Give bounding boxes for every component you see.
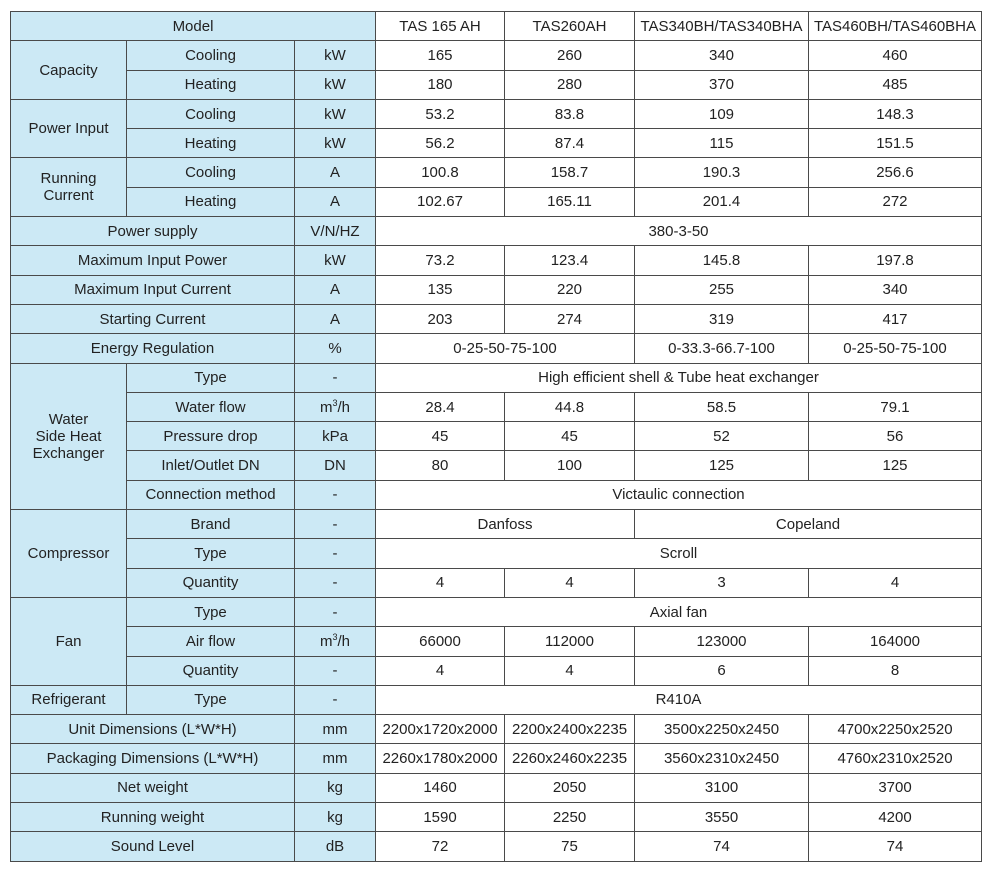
- unit-base: m: [319, 632, 333, 650]
- value-cell: 4: [505, 568, 635, 597]
- value-cell: 203: [376, 304, 505, 333]
- value-cell: 256.6: [809, 158, 982, 187]
- row-label: Quantity: [127, 568, 295, 597]
- model-name: TAS260AH: [505, 12, 635, 41]
- value-cell: 100.8: [376, 158, 505, 187]
- model-name: TAS 165 AH: [376, 12, 505, 41]
- value-cell: 4: [809, 568, 982, 597]
- row-unit: %: [295, 334, 376, 363]
- refrigerant-row: [11, 685, 982, 714]
- row-unit: kW: [295, 99, 376, 128]
- capacity-group-label: Capacity: [11, 41, 127, 100]
- value-cell: 3100: [635, 773, 809, 802]
- net-weight-row: [11, 773, 982, 802]
- value-cell: 100: [505, 451, 635, 480]
- row-label: Type: [127, 363, 295, 392]
- value-cell: 4: [376, 656, 505, 685]
- row-label: Running weight: [11, 803, 295, 832]
- row-unit: dB: [295, 832, 376, 861]
- row-unit: kW: [295, 246, 376, 275]
- value-cell: 151.5: [809, 129, 982, 158]
- row-unit: -: [295, 510, 376, 539]
- value-cell: 165: [376, 41, 505, 70]
- group-label-line: Side Heat: [35, 427, 102, 445]
- value-cell: 56.2: [376, 129, 505, 158]
- value-cell: 2200x2400x2235: [505, 715, 635, 744]
- value-cell: 255: [635, 275, 809, 304]
- row-unit: DN: [295, 451, 376, 480]
- value-cell: Danfoss: [376, 510, 635, 539]
- value-cell: 6: [635, 656, 809, 685]
- wshe-water-flow-row: [11, 392, 982, 421]
- row-label: Pressure drop: [127, 422, 295, 451]
- model-header-label: Model: [11, 12, 376, 41]
- capacity-heating-row: [11, 70, 982, 99]
- value-cell: 2200x1720x2000: [376, 715, 505, 744]
- value-cell: 74: [809, 832, 982, 861]
- row-label: Maximum Input Power: [11, 246, 295, 275]
- row-unit: kW: [295, 129, 376, 158]
- unit-base: m: [319, 398, 333, 416]
- row-unit: [295, 627, 376, 656]
- row-label: Quantity: [127, 656, 295, 685]
- running-weight-row: [11, 803, 982, 832]
- row-unit: -: [295, 685, 376, 714]
- compressor-type-row: [11, 539, 982, 568]
- value-cell: 0-33.3-66.7-100: [635, 334, 809, 363]
- row-label: Cooling: [127, 158, 295, 187]
- row-unit: kg: [295, 773, 376, 802]
- value-cell: 87.4: [505, 129, 635, 158]
- value-cell: Copeland: [635, 510, 982, 539]
- value-cell: 125: [809, 451, 982, 480]
- row-label: Heating: [127, 129, 295, 158]
- unit-superscript: 3: [332, 631, 338, 642]
- row-unit: -: [295, 363, 376, 392]
- energy-regulation-row: [11, 334, 982, 363]
- value-cell: 109: [635, 99, 809, 128]
- value-cell: 274: [505, 304, 635, 333]
- spec-table: [10, 11, 982, 862]
- value-cell: 460: [809, 41, 982, 70]
- value-cell: 260: [505, 41, 635, 70]
- row-unit: kW: [295, 70, 376, 99]
- row-label: Maximum Input Current: [11, 275, 295, 304]
- fan-type-row: [11, 597, 982, 626]
- group-label-line: Water: [48, 410, 89, 428]
- wshe-type-row: [11, 363, 982, 392]
- running-current-cooling-row: [11, 158, 982, 187]
- model-name: TAS460BH/TAS460BHA: [809, 12, 982, 41]
- power-input-cooling-row: [11, 99, 982, 128]
- compressor-group-label: Compressor: [11, 510, 127, 598]
- value-cell: High efficient shell & Tube heat exchanger: [376, 363, 982, 392]
- compressor-quantity-row: [11, 568, 982, 597]
- row-label: Power supply: [11, 217, 295, 246]
- sound-level-row: [11, 832, 982, 861]
- row-label: Net weight: [11, 773, 295, 802]
- value-cell: 4700x2250x2520: [809, 715, 982, 744]
- unit-superscript: 3: [332, 397, 338, 408]
- row-label: Type: [127, 597, 295, 626]
- row-unit: kg: [295, 803, 376, 832]
- value-cell: 28.4: [376, 392, 505, 421]
- starting-current-row: [11, 304, 982, 333]
- running-current-heating-row: [11, 187, 982, 216]
- value-cell: 4760x2310x2520: [809, 744, 982, 773]
- value-cell: 3700: [809, 773, 982, 802]
- value-cell: 52: [635, 422, 809, 451]
- value-cell: 280: [505, 70, 635, 99]
- value-cell: 123.4: [505, 246, 635, 275]
- value-cell: 340: [635, 41, 809, 70]
- value-cell: 75: [505, 832, 635, 861]
- model-name: TAS340BH/TAS340BHA: [635, 12, 809, 41]
- wshe-connection-row: [11, 480, 982, 509]
- packaging-dimensions-row: [11, 744, 982, 773]
- value-cell: 2260x2460x2235: [505, 744, 635, 773]
- row-unit: -: [295, 568, 376, 597]
- compressor-brand-row: [11, 510, 982, 539]
- row-label: Sound Level: [11, 832, 295, 861]
- value-cell: 340: [809, 275, 982, 304]
- value-cell: 2250: [505, 803, 635, 832]
- row-label: Energy Regulation: [11, 334, 295, 363]
- group-label-line: Current: [43, 187, 94, 205]
- row-label: Air flow: [127, 627, 295, 656]
- value-cell: 190.3: [635, 158, 809, 187]
- row-unit: -: [295, 597, 376, 626]
- row-unit: A: [295, 187, 376, 216]
- row-label: Brand: [127, 510, 295, 539]
- value-cell: 4: [376, 568, 505, 597]
- value-cell: 201.4: [635, 187, 809, 216]
- value-cell: 145.8: [635, 246, 809, 275]
- row-label: Inlet/Outlet DN: [127, 451, 295, 480]
- row-unit: -: [295, 656, 376, 685]
- value-cell: 1460: [376, 773, 505, 802]
- value-cell: 0-25-50-75-100: [376, 334, 635, 363]
- value-cell: 220: [505, 275, 635, 304]
- value-cell: 74: [635, 832, 809, 861]
- value-cell: 417: [809, 304, 982, 333]
- water-side-heat-exchanger-group-label: [11, 363, 127, 509]
- row-label: Type: [127, 685, 295, 714]
- row-label: Starting Current: [11, 304, 295, 333]
- value-cell: 66000: [376, 627, 505, 656]
- value-cell: 2260x1780x2000: [376, 744, 505, 773]
- value-cell: 3: [635, 568, 809, 597]
- group-label-line: Exchanger: [32, 444, 105, 462]
- fan-air-flow-row: [11, 627, 982, 656]
- row-unit: A: [295, 304, 376, 333]
- group-label-line: Running: [40, 170, 97, 188]
- value-cell: 272: [809, 187, 982, 216]
- value-cell: 80: [376, 451, 505, 480]
- power-input-group-label: Power Input: [11, 99, 127, 158]
- row-unit: kPa: [295, 422, 376, 451]
- refrigerant-group-label: Refrigerant: [11, 685, 127, 714]
- value-cell: 79.1: [809, 392, 982, 421]
- value-cell: 45: [376, 422, 505, 451]
- row-unit: A: [295, 275, 376, 304]
- row-label: Heating: [127, 70, 295, 99]
- running-current-group-label: [11, 158, 127, 217]
- row-label: Connection method: [127, 480, 295, 509]
- value-cell: 4200: [809, 803, 982, 832]
- value-cell: 1590: [376, 803, 505, 832]
- row-unit: -: [295, 480, 376, 509]
- row-label: Packaging Dimensions (L*W*H): [11, 744, 295, 773]
- fan-group-label: Fan: [11, 597, 127, 685]
- value-cell: 165.11: [505, 187, 635, 216]
- value-cell: 3560x2310x2450: [635, 744, 809, 773]
- capacity-cooling-row: [11, 41, 982, 70]
- row-label: Cooling: [127, 41, 295, 70]
- row-unit: [295, 392, 376, 421]
- value-cell: 112000: [505, 627, 635, 656]
- value-cell: 158.7: [505, 158, 635, 187]
- power-input-heating-row: [11, 129, 982, 158]
- value-cell: 115: [635, 129, 809, 158]
- row-label: Unit Dimensions (L*W*H): [11, 715, 295, 744]
- row-unit: mm: [295, 715, 376, 744]
- value-cell: Scroll: [376, 539, 982, 568]
- value-cell: 3500x2250x2450: [635, 715, 809, 744]
- value-cell: 135: [376, 275, 505, 304]
- row-label: Cooling: [127, 99, 295, 128]
- value-cell: 56: [809, 422, 982, 451]
- value-cell: 125: [635, 451, 809, 480]
- value-cell: 123000: [635, 627, 809, 656]
- row-unit: A: [295, 158, 376, 187]
- value-cell: 8: [809, 656, 982, 685]
- row-unit: -: [295, 539, 376, 568]
- value-cell: R410A: [376, 685, 982, 714]
- value-cell: 4: [505, 656, 635, 685]
- value-cell: 148.3: [809, 99, 982, 128]
- row-label: Type: [127, 539, 295, 568]
- max-input-current-row: [11, 275, 982, 304]
- wshe-inlet-outlet-row: [11, 451, 982, 480]
- value-cell: 83.8: [505, 99, 635, 128]
- value-cell: 319: [635, 304, 809, 333]
- model-header-row: [11, 12, 982, 41]
- value-cell: 164000: [809, 627, 982, 656]
- value-cell: 58.5: [635, 392, 809, 421]
- value-cell: 102.67: [376, 187, 505, 216]
- value-cell: Victaulic connection: [376, 480, 982, 509]
- row-label: Heating: [127, 187, 295, 216]
- value-cell: 380-3-50: [376, 217, 982, 246]
- value-cell: Axial fan: [376, 597, 982, 626]
- value-cell: 3550: [635, 803, 809, 832]
- value-cell: 53.2: [376, 99, 505, 128]
- wshe-pressure-drop-row: [11, 422, 982, 451]
- value-cell: 72: [376, 832, 505, 861]
- value-cell: 370: [635, 70, 809, 99]
- row-unit: kW: [295, 41, 376, 70]
- value-cell: 2050: [505, 773, 635, 802]
- value-cell: 485: [809, 70, 982, 99]
- value-cell: 45: [505, 422, 635, 451]
- power-supply-row: [11, 217, 982, 246]
- max-input-power-row: [11, 246, 982, 275]
- unit-suffix: /h: [337, 398, 351, 416]
- row-unit: mm: [295, 744, 376, 773]
- fan-quantity-row: [11, 656, 982, 685]
- value-cell: 197.8: [809, 246, 982, 275]
- value-cell: 44.8: [505, 392, 635, 421]
- unit-suffix: /h: [337, 632, 351, 650]
- value-cell: 0-25-50-75-100: [809, 334, 982, 363]
- row-label: Water flow: [127, 392, 295, 421]
- unit-dimensions-row: [11, 715, 982, 744]
- value-cell: 73.2: [376, 246, 505, 275]
- value-cell: 180: [376, 70, 505, 99]
- row-unit: V/N/HZ: [295, 217, 376, 246]
